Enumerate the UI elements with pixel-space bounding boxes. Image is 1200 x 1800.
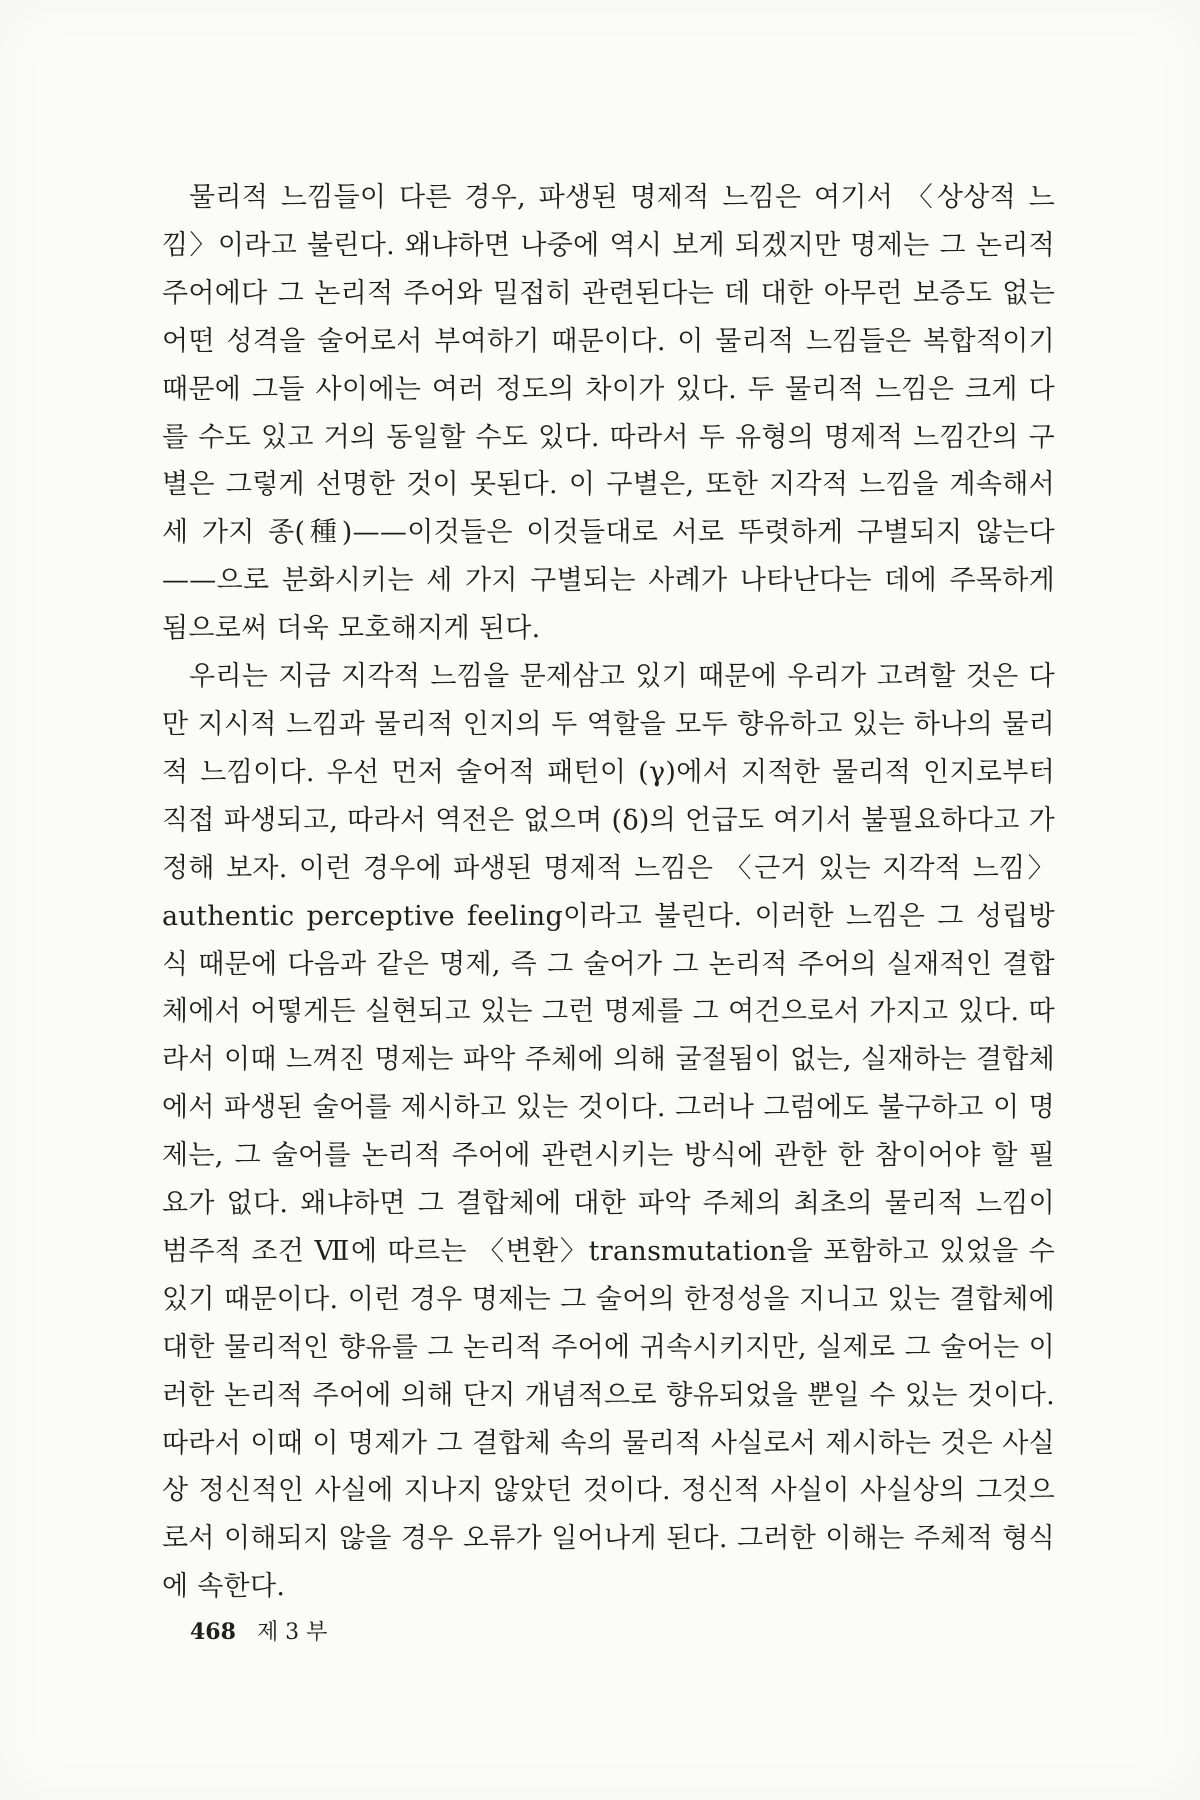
page-footer [190, 1615, 327, 1646]
section-label: 제 3 부 [256, 1620, 328, 1645]
page-number: 468 [190, 1619, 236, 1645]
paragraph-2: 우리는 지금 지각적 느낌을 문제삼고 있기 때문에 우리가 고려할 것은 다만 지시적 느낌과 물리적 인지의 두 역할을 모두 향유하고 있는 하나의 물리적 느낌이다. 우선 먼저 술어적 패턴이 (γ)에서 지적한 물리적 인지로부터 직접 파생되고, 따라서 역전은 없으며 (δ)의 언급도 여기서 불필요하다고 가정해 보자. 이런 경우에 파생된 명제적 느낌은 〈근거 있는 지각적 느낌〉authentic perceptive feeling이라고 불린다. 이러한 느낌은 그 성립방식 때문에 다음과 같은 명제, 즉 그 술어가 그 논리적 주어의 실재적인 결합체에서 어떻게든 실현되고 있는 그런 명제를 그 여건으로서 가지고 있다. 따라서 이때 느껴진 명제는 파악 주체에 의해 굴절됨이 없는, 실재하는 결합체에서 파생된 술어를 제시하고 있는 것이다. 그러나 그럼에도 불구하고 이 명제는, 그 술어를 논리적 주어에 관련시키는 방식에 관한 한 참이어야 할 필요가 없다. 왜냐하면 그 결합체에 대한 파악 주체의 최초의 물리적 느낌이 범주적 조건 Ⅶ에 따르는 〈변환〉transmutation을 포함하고 있었을 수 있기 때문이다. 이런 경우 명제는 그 술어의 한정성을 지니고 있는 결합체에 대한 물리적인 향유를 그 논리적 주어에 귀속시키지만, 실제로 그 술어는 이러한 논리적 주어에 의해 단지 개념적으로 향유되었을 뿐일 수 있는 것이다. 따라서 이때 이 명제가 그 결합체 속의 물리적 사실로서 제시하는 것은 사실상 정신적인 사실에 지나지 않았던 것이다. 정신적 사실이 사실상의 그것으로서 이해되지 않을 경우 오류가 일어나게 된다. 그러한 이해는 주체적 형식에 속한다. [162, 661, 1055, 1603]
body-text [162, 174, 1055, 1611]
paragraph-1: 물리적 느낌들이 다른 경우, 파생된 명제적 느낌은 여기서 〈상상적 느낌〉이라고 불린다. 왜냐하면 나중에 역시 보게 되겠지만 명제는 그 논리적 주어에다 그 논리적 주어와 밀접히 관련된다는 데 대한 아무런 보증도 없는 어떤 성격을 술어로서 부여하기 때문이다. 이 물리적 느낌들은 복합적이기 때문에 그들 사이에는 여러 정도의 차이가 있다. 두 물리적 느낌은 크게 다를 수도 있고 거의 동일할 수도 있다. 따라서 두 유형의 명제적 느낌간의 구별은 그렇게 선명한 것이 못된다. 이 구별은, 또한 지각적 느낌을 계속해서 세 가지 종(種)——이것들은 이것들대로 서로 뚜렷하게 구별되지 않는다——으로 분화시키는 세 가지 구별되는 사례가 나타난다는 데에 주목하게 됨으로써 더욱 모호해지게 된다. [162, 182, 1055, 645]
